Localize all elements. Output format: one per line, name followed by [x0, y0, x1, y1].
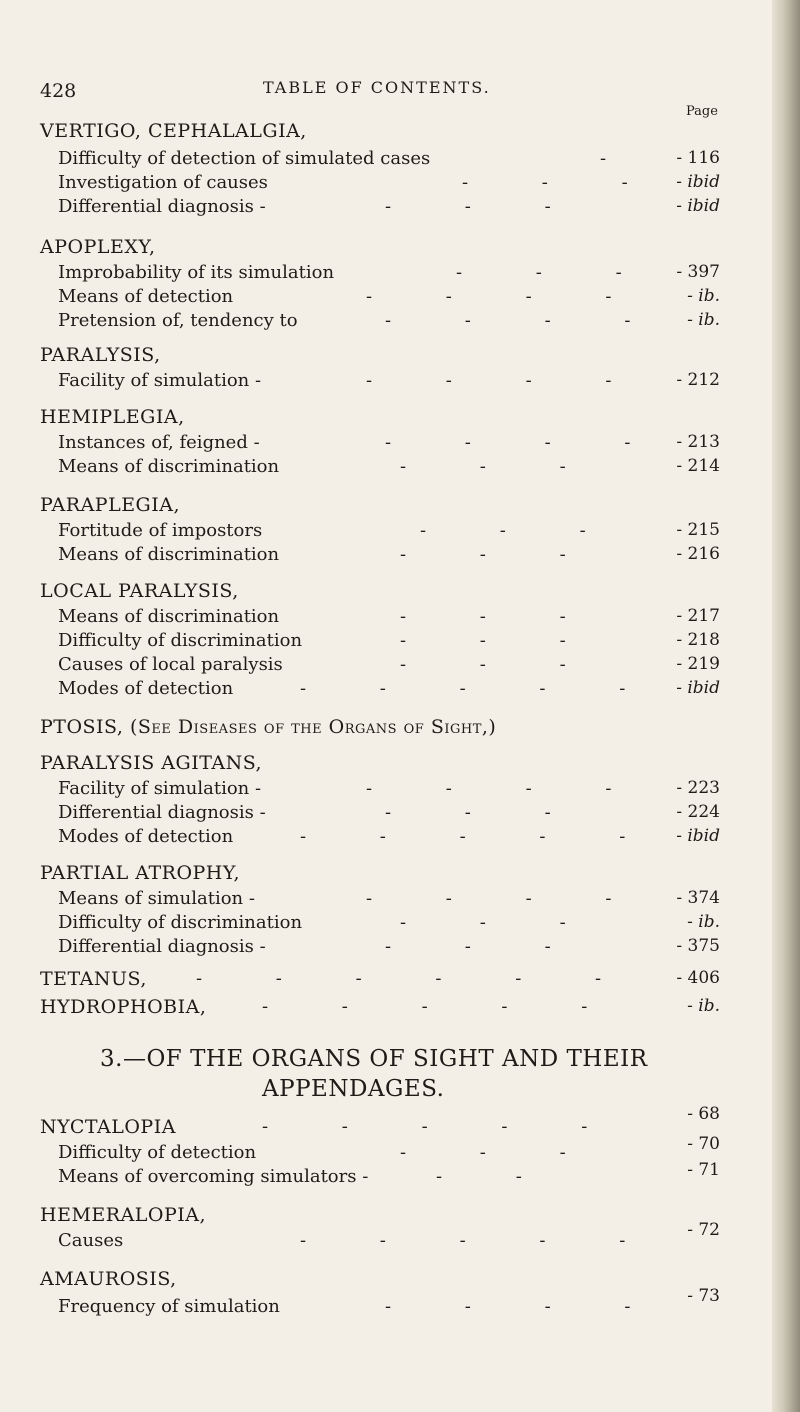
leader-dots: - - - — [400, 912, 600, 933]
toc-page: - 397 — [676, 262, 720, 282]
page-edge-shadow — [772, 0, 800, 1412]
toc-entry: Difficulty of detection — [58, 1142, 257, 1163]
leader-dots: - - - - — [366, 286, 646, 307]
toc-heading: HEMIPLEGIA, — [40, 406, 185, 428]
toc-entry: Causes — [58, 1230, 124, 1251]
toc-page: - 68 — [687, 1104, 720, 1124]
leader-dots: - - - - - — [300, 1230, 660, 1251]
toc-entry: Means of detection — [58, 286, 234, 307]
toc-entry: Facility of simulation - — [58, 778, 262, 799]
leader-dots: - - - - - — [262, 996, 622, 1017]
toc-page: - ibid — [676, 172, 720, 192]
toc-heading: NYCTALOPIA — [40, 1116, 176, 1138]
leader-dots: - - - — [385, 196, 585, 217]
toc-entry: Instances of, feigned - — [58, 432, 260, 453]
toc-entry: Differential diagnosis - — [58, 196, 266, 217]
toc-page: - 73 — [687, 1286, 720, 1306]
leader-dots: - - - - - — [262, 1116, 622, 1137]
leader-dots: - - - - — [366, 888, 646, 909]
toc-page: - 216 — [676, 544, 720, 564]
toc-page: - ib. — [687, 912, 720, 932]
toc-page: - ibid — [676, 826, 720, 846]
leader-dots: - - - — [420, 520, 620, 541]
toc-heading: APOPLEXY, — [40, 236, 156, 258]
toc-page: - 374 — [676, 888, 720, 908]
toc-entry: Means of overcoming simulators - — [58, 1166, 369, 1187]
leader-dots: - - - — [385, 936, 585, 957]
toc-page: - ib. — [687, 996, 720, 1016]
toc-page: - ib. — [687, 286, 720, 306]
leader-dots: - - - - - — [300, 678, 660, 699]
leader-dots: - - - — [456, 262, 656, 283]
toc-entry: Differential diagnosis - — [58, 802, 266, 823]
toc-entry: Means of simulation - — [58, 888, 255, 909]
toc-page: - 406 — [676, 968, 720, 988]
leader-dots: - - - - - - — [196, 968, 636, 989]
toc-heading: PARALYSIS, — [40, 344, 161, 366]
toc-page: - 71 — [687, 1160, 720, 1180]
section-title-line2: APPENDAGES. — [262, 1076, 445, 1102]
leader-dots: - - - — [462, 172, 662, 193]
leader-dots: - — [600, 148, 641, 169]
toc-heading: TETANUS, — [40, 968, 147, 990]
toc-entry: Pretension of, tendency to — [58, 310, 298, 331]
toc-heading: HEMERALOPIA, — [40, 1204, 207, 1226]
toc-page: - ibid — [676, 678, 720, 698]
toc-entry: Means of discrimination — [58, 544, 280, 565]
toc-page: - 212 — [676, 370, 720, 390]
toc-entry: Investigation of causes — [58, 172, 268, 193]
section-title-line1: 3.—OF THE ORGANS OF SIGHT AND THEIR — [100, 1046, 648, 1072]
toc-entry: Facility of simulation - — [58, 370, 262, 391]
toc-heading-crossref: PTOSIS, (See Diseases of the Organs of Sight,) — [40, 716, 497, 738]
toc-entry: Means of discrimination — [58, 606, 280, 627]
toc-heading: AMAUROSIS, — [40, 1268, 177, 1290]
toc-entry: Modes of detection — [58, 678, 234, 699]
toc-entry: Differential diagnosis - — [58, 936, 266, 957]
leader-dots: - - — [436, 1166, 556, 1187]
toc-heading: VERTIGO, CEPHALALGIA, — [40, 120, 307, 142]
toc-page: - 215 — [676, 520, 720, 540]
leader-dots: - - - — [385, 802, 585, 823]
leader-dots: - - - — [400, 1142, 600, 1163]
leader-dots: - - - — [400, 630, 600, 651]
toc-entry: Difficulty of discrimination — [58, 630, 303, 651]
toc-entry: Causes of local paralysis — [58, 654, 283, 675]
leader-dots: - - - - — [385, 432, 665, 453]
toc-page: - ib. — [687, 310, 720, 330]
leader-dots: - - - - — [366, 778, 646, 799]
toc-page: - 70 — [687, 1134, 720, 1154]
toc-entry: Difficulty of discrimination — [58, 912, 303, 933]
leader-dots: - - - — [400, 456, 600, 477]
running-title: TABLE OF CONTENTS. — [263, 78, 491, 97]
toc-page: - 218 — [676, 630, 720, 650]
toc-entry: Fortitude of impostors — [58, 520, 263, 541]
toc-page: - 213 — [676, 432, 720, 452]
toc-entry: Frequency of simulation — [58, 1296, 280, 1317]
toc-entry: Means of discrimination — [58, 456, 280, 477]
page-number: 428 — [40, 80, 77, 102]
toc-page: - ibid — [676, 196, 720, 216]
page-column-label: Page — [686, 104, 718, 119]
toc-entry: Improbability of its simulation — [58, 262, 335, 283]
toc-page: - 223 — [676, 778, 720, 798]
leader-dots: - - - - — [366, 370, 646, 391]
toc-page: - 217 — [676, 606, 720, 626]
toc-page: - 116 — [676, 148, 720, 168]
toc-heading: PARTIAL ATROPHY, — [40, 862, 241, 884]
leader-dots: - - - — [400, 606, 600, 627]
leader-dots: - - - - - — [300, 826, 660, 847]
toc-page: - 375 — [676, 936, 720, 956]
toc-page: - 72 — [687, 1220, 720, 1240]
leader-dots: - - - — [400, 544, 600, 565]
toc-heading: PARAPLEGIA, — [40, 494, 181, 516]
leader-dots: - - - - — [385, 1296, 665, 1317]
leader-dots: - - - - — [385, 310, 665, 331]
toc-entry: Difficulty of detection of simulated cases — [58, 148, 431, 169]
toc-heading: HYDROPHOBIA, — [40, 996, 207, 1018]
toc-page: - 224 — [676, 802, 720, 822]
leader-dots: - - - — [400, 654, 600, 675]
toc-heading: LOCAL PARALYSIS, — [40, 580, 239, 602]
toc-page: - 214 — [676, 456, 720, 476]
toc-heading: PARALYSIS AGITANS, — [40, 752, 263, 774]
toc-entry: Modes of detection — [58, 826, 234, 847]
toc-page: - 219 — [676, 654, 720, 674]
